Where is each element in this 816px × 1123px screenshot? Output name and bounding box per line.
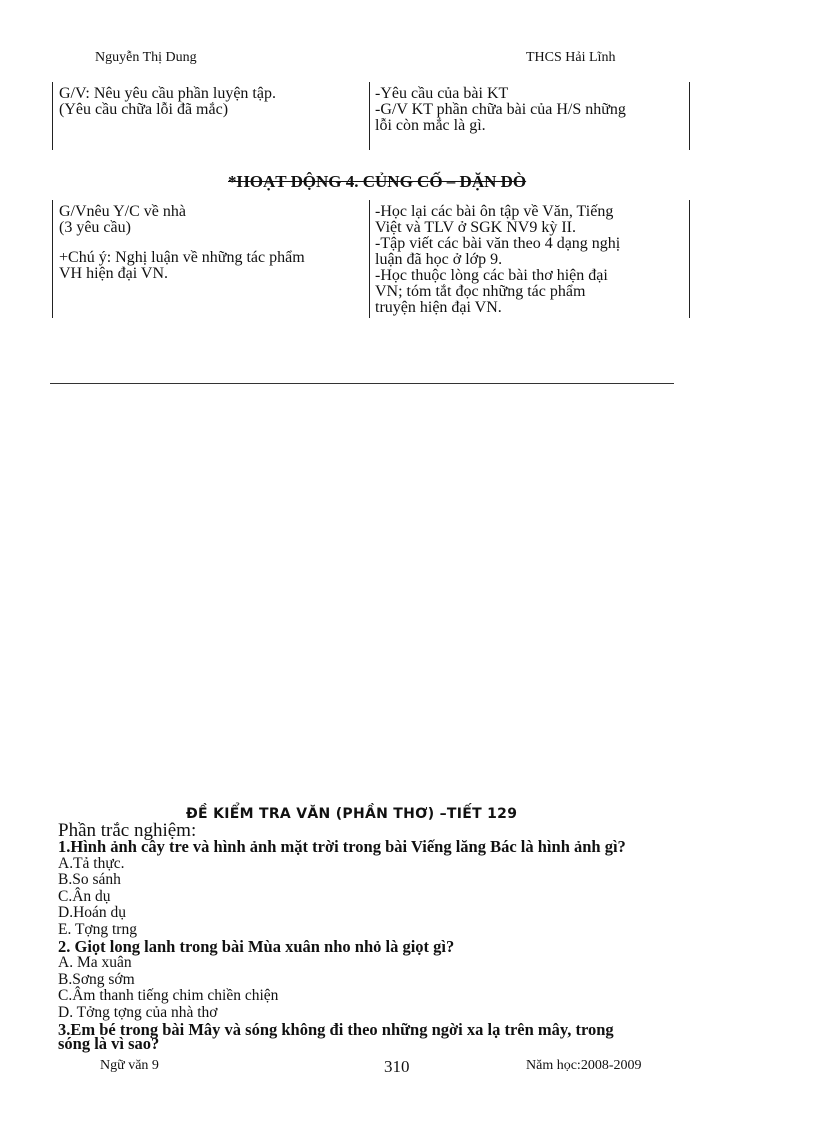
blank-line [59, 236, 305, 250]
column-divider [369, 200, 370, 318]
text-line: +Chú ý: Nghị luận về những tác phẩm [59, 249, 305, 266]
option: A. Ma xuân [58, 954, 132, 972]
student-activity-cell [375, 86, 626, 134]
page-number: 310 [384, 1057, 410, 1076]
text-line: G/Vnêu Y/C về nhà [59, 203, 186, 220]
text-line: luận đã học ở lớp 9. [375, 251, 503, 268]
text-line: VH hiện đại VN. [59, 265, 169, 282]
teacher-activity-cell [59, 86, 276, 118]
text-line: truyện hiện đại VN. [375, 299, 502, 316]
text-line: -Yêu cầu của bài KT [375, 85, 509, 102]
section-divider [50, 383, 674, 384]
question-3-continued: sóng là vì sao? [58, 1034, 160, 1054]
activity-table-homework [52, 200, 690, 318]
exam-body [58, 820, 626, 1054]
option: B.So sánh [58, 871, 121, 889]
text-line: Việt và TLV ở SGK NV9 kỳ II. [375, 219, 576, 236]
header-author: Nguyễn Thị Dung [95, 50, 197, 65]
text-line: VN; tóm tắt đọc những tác phẩm [375, 283, 586, 300]
question-2: 2. Giọt long lanh trong bài Mùa xuân nho nhỏ là giọt gì? [58, 936, 455, 956]
text-line: (Yêu cầu chữa lỗi đã mắc) [59, 101, 229, 118]
text-line: -Tập viết các bài văn theo 4 dạng nghị [375, 235, 621, 252]
header-school: THCS Hải Lĩnh [526, 50, 616, 65]
teacher-activity-cell [59, 204, 305, 282]
activity-table-practice [52, 82, 690, 150]
exam-subtitle: Phần trắc nghiệm: [58, 820, 197, 841]
text-line: lỗi còn mắc là gì. [375, 117, 486, 134]
option: D. Tởng tợng của nhà thơ [58, 1003, 218, 1021]
question-1: 1.Hình ảnh cây tre và hình ảnh mặt trời trong bài Viếng lăng Bác là hình ảnh gì? [58, 837, 626, 856]
option: D.Hoán dụ [58, 904, 127, 922]
section-title: *HOẠT ĐỘNG 4. CỦNG CỐ – DẶN DÒ [228, 172, 527, 191]
footer-school-year: Năm học:2008-2009 [526, 1058, 642, 1073]
exam-title: ĐỀ KIỂM TRA VĂN (PHẦN THƠ) –TIẾT 129 [186, 806, 518, 822]
column-divider [369, 82, 370, 150]
option: B.Sơng sớm [58, 970, 135, 988]
option: E. Tợng trng [58, 920, 137, 938]
text-line: -Học thuộc lòng các bài thơ hiện đại [375, 267, 608, 284]
option: C.Âm thanh tiếng chim chiền chiện [58, 987, 279, 1005]
question-3: 3.Em bé trong bài Mây và sóng không đi theo những ngời xa lạ trên mây, trong [58, 1019, 614, 1039]
option: A.Tả thực. [58, 854, 125, 872]
text-line: -G/V KT phần chữa bài của H/S những [375, 101, 626, 118]
footer-subject: Ngữ văn 9 [100, 1058, 159, 1073]
option: C.Ân dụ [58, 887, 111, 905]
text-line: -Học lại các bài ôn tập về Văn, Tiếng [375, 203, 614, 220]
text-line: G/V: Nêu yêu cầu phần luyện tập. [59, 85, 276, 102]
student-activity-cell [375, 204, 620, 316]
text-line: (3 yêu cầu) [59, 219, 131, 236]
